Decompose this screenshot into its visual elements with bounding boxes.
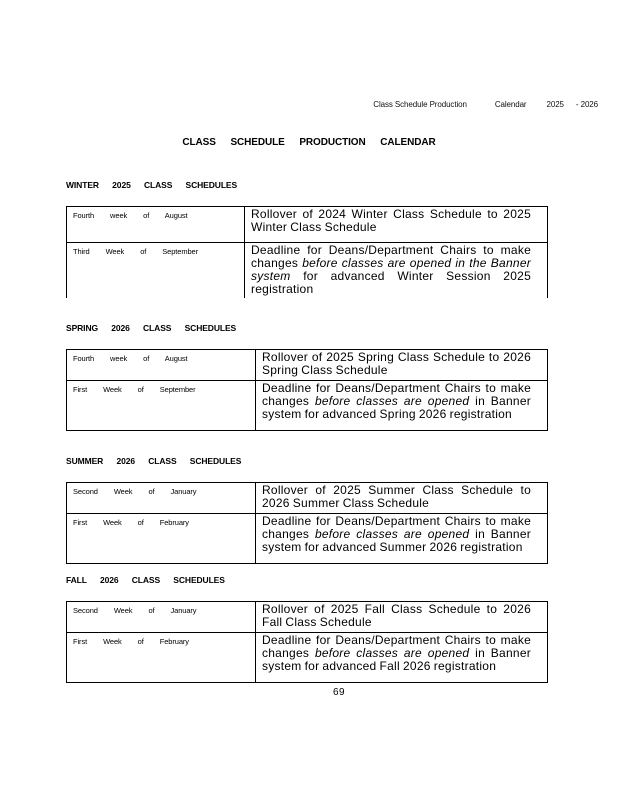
description-text: Rollover of 2024 Winter Class Schedule to 2025 Winter Class Schedule <box>251 207 531 234</box>
description-text: Rollover of 2025 Summer Class Schedule to 2026 Summer Class Schedule <box>262 483 531 510</box>
page-number: 69 <box>332 687 346 698</box>
table-row <box>67 243 548 299</box>
table-row <box>67 514 548 564</box>
schedule-table <box>66 601 548 683</box>
running-header <box>373 100 598 109</box>
description-italic-text: before classes are opened in the Banner system <box>251 256 531 283</box>
description-cell <box>256 381 548 431</box>
table-row <box>67 207 548 243</box>
timeframe-cell: Second Week of January <box>67 483 256 514</box>
description-text: in Banner system for advanced Fall 2026 registration <box>262 646 531 673</box>
page-title: CLASS SCHEDULE PRODUCTION CALENDAR <box>182 137 436 148</box>
timeframe-cell: Second Week of January <box>67 602 256 633</box>
section-heading: FALL 2026 CLASS SCHEDULES <box>66 575 225 585</box>
timeframe-cell: First Week of February <box>67 514 256 564</box>
description-cell <box>256 602 548 633</box>
timeframe-cell: First Week of September <box>67 381 256 431</box>
description-text: Rollover of 2025 Fall Class Schedule to 2026 Fall Class Schedule <box>262 602 531 629</box>
running-header-text: Calendar <box>494 100 527 109</box>
schedule-section <box>66 323 548 431</box>
table-row <box>67 602 548 633</box>
running-header-year: 2025 <box>546 100 564 109</box>
description-text: Deadline for Deans/Department Chairs to make changes <box>251 243 531 270</box>
timeframe-cell: Fourth week of August <box>67 350 256 381</box>
description-text: in Banner system for advanced Summer 2026 registration <box>262 527 531 554</box>
table-row <box>67 381 548 431</box>
timeframe-cell: Fourth week of August <box>67 207 245 243</box>
table-row <box>67 483 548 514</box>
table-row <box>67 350 548 381</box>
description-cell <box>245 207 548 243</box>
schedule-table <box>66 206 548 298</box>
section-heading: SUMMER 2026 CLASS SCHEDULES <box>66 456 242 466</box>
description-cell <box>256 633 548 683</box>
description-cell <box>245 243 548 299</box>
description-text: Deadline for Deans/Department Chairs to make changes <box>262 633 531 660</box>
schedule-table <box>66 482 548 564</box>
timeframe-cell: First Week of February <box>67 633 256 683</box>
description-cell <box>256 350 548 381</box>
description-text: for advanced Winter Session 2025 registration <box>251 269 531 296</box>
description-italic-text: before classes are opened <box>314 527 470 541</box>
schedule-section <box>66 456 548 564</box>
description-italic-text: before classes are opened <box>314 394 470 408</box>
description-text: Deadline for Deans/Department Chairs to make changes <box>262 381 531 408</box>
running-header-year: - 2026 <box>575 100 598 109</box>
description-text: Rollover of 2025 Spring Class Schedule to 2026 Spring Class Schedule <box>262 350 531 377</box>
timeframe-cell: Third Week of September <box>67 243 245 299</box>
schedule-section <box>66 180 548 298</box>
section-heading: SPRING 2026 CLASS SCHEDULES <box>66 323 237 333</box>
description-text: in Banner system for advanced Spring 2026 registration <box>262 394 531 421</box>
running-header-text: Class Schedule Production <box>373 100 467 109</box>
table-row <box>67 633 548 683</box>
description-text: Deadline for Deans/Department Chairs to make changes <box>262 514 531 541</box>
schedule-section <box>66 575 548 683</box>
description-cell <box>256 483 548 514</box>
section-heading: WINTER 2025 CLASS SCHEDULES <box>66 180 238 190</box>
schedule-table <box>66 349 548 431</box>
sections-container <box>66 180 548 683</box>
description-italic-text: before classes are opened <box>314 646 470 660</box>
description-cell <box>256 514 548 564</box>
